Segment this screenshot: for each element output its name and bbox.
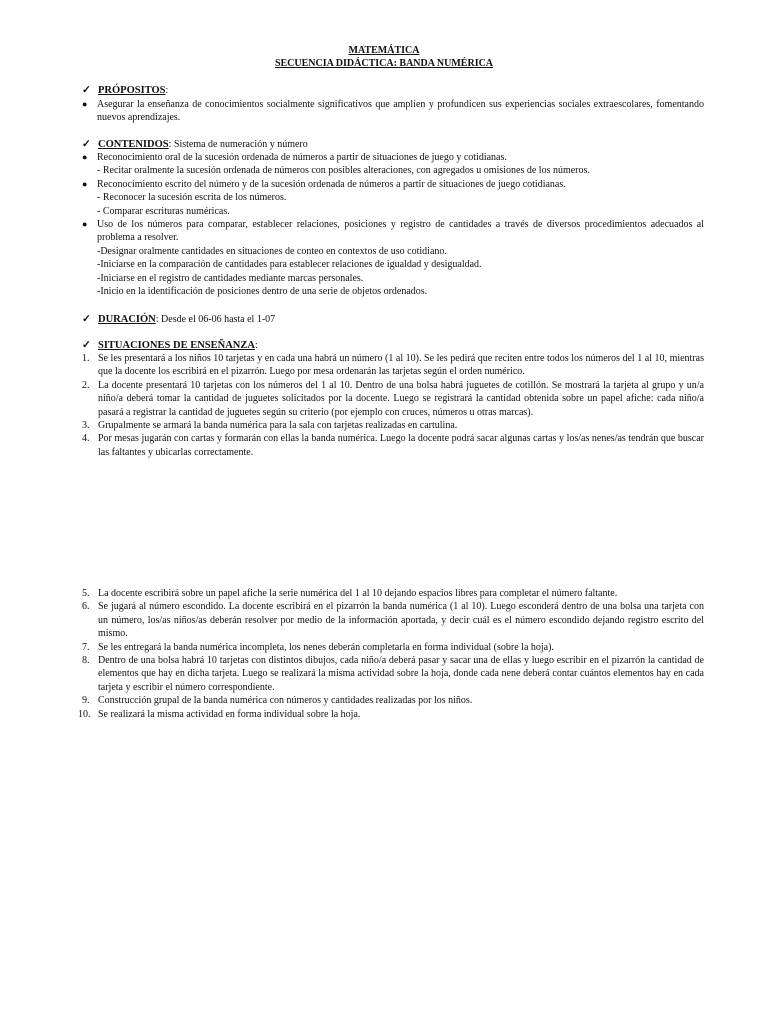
- list-number: 8.: [82, 655, 90, 667]
- bullet-icon: ●: [82, 99, 88, 109]
- list-item-text: Se jugará al número escondido. La docente escribirá en el pizarrón la banda numérica (1 al 10). Luego esconderá dentro de una bolsa una tarjeta con un número, los/as niños/as deberán resolver por medio de la información aportada, y decir cuál es el número escondido dejando registro escrito del mismo.: [98, 601, 704, 640]
- check-icon: ✓: [82, 314, 91, 325]
- list-item: [82, 352, 704, 379]
- list-item-text: Se realizará la misma actividad en forma individual sobre la hoja.: [98, 708, 361, 720]
- list-item-text: Se les presentará a los niños 10 tarjetas y en cada una habrá un número (1 al 10). Se les pedirá que reciten entre todos los números del 1 al 10, mientras que la docente los escribirá en el pizarrón. Luego por mesa ordenarán las tarjetas según el orden numérico.: [98, 353, 704, 378]
- situaciones-list-a: [82, 352, 704, 459]
- list-item-text: -Iniciarse en el registro de cantidades mediante marcas personales.: [97, 272, 364, 284]
- list-item: [82, 379, 704, 419]
- list-item: [82, 600, 704, 640]
- list-item: [82, 245, 704, 258]
- list-item-text: -Iniciarse en la comparación de cantidades para establecer relaciones de igualdad y desigualdad.: [97, 259, 482, 271]
- list-number: 6.: [82, 601, 90, 613]
- list-item: [82, 218, 704, 245]
- list-item-text: Por mesas jugarán con cartas y formarán con ellas la banda numérica. Luego la docente podrá sacar algunas cartas y los/as nenes/as tendrán que buscar las faltantes y ubicarlas correctamente.: [98, 433, 704, 458]
- contenidos-heading: ✓ CONTENIDOS: Sistema de numeración y número: [82, 139, 308, 150]
- list-item: [82, 641, 704, 654]
- bullet-icon: ●: [82, 152, 88, 162]
- list-item: [82, 191, 704, 204]
- list-number: 2.: [82, 379, 90, 391]
- list-item: [82, 694, 704, 707]
- list-item-text: -Designar oralmente cantidades en situaciones de conteo en contextos de uso cotidiano.: [97, 245, 447, 257]
- situaciones-label: SITUACIONES DE ENSEÑANZA: [98, 340, 255, 351]
- list-item-text: Reconocimiento oral de la sucesión ordenada de números a partir de situaciones de juego y cotidianas.: [97, 152, 507, 163]
- list-item: [82, 178, 704, 191]
- list-item: [82, 432, 704, 459]
- list-number: 5.: [82, 588, 90, 599]
- list-number: 7.: [82, 641, 90, 653]
- situaciones-heading: ✓ SITUACIONES DE ENSEÑANZA:: [82, 340, 258, 351]
- list-item-text: Construcción grupal de la banda numérica con números y cantidades realizadas por los niños.: [98, 695, 473, 707]
- list-item: [82, 151, 704, 164]
- check-icon: ✓: [82, 139, 91, 150]
- list-item-text: Dentro de una bolsa habrá 10 tarjetas con distintos dibujos, cada niño/a deberá pasar y sacar una de ellas y luego escribir en el pizarrón la cantidad de elementos que hay en dicha tarjeta. Luego se realizará la misma actividad sobre la hoja, donde cada nene deberá contar cuántos elementos hay en cada tarjeta y escribir el número correspondiente.: [98, 655, 704, 693]
- list-number: 4.: [82, 433, 90, 445]
- list-item-text: La docente escribirá sobre un papel afiche la serie numérica del 1 al 10 dejando espacios libres para completar el número faltante.: [98, 588, 618, 599]
- list-item-text: - Recitar oralmente la sucesión ordenada de números con posibles alteraciones, con agregados u omisiones de los números.: [97, 165, 590, 177]
- contenidos-list: [82, 151, 704, 298]
- list-item-text: - Reconocer la sucesión escrita de los números.: [97, 192, 287, 204]
- list-item: [82, 164, 704, 177]
- list-item-text: La docente presentará 10 tarjetas con los números del 1 al 10. Dentro de una bolsa habrá juguetes de cotillón. Se mostrará la tarjeta al grupo y un/a niño/a deberá tomar la cantidad de juguetes solicitados por la docente. Luego se registrará la cantidad obtenida sobre un papel afiche: cada niño/a pasará a registrar la cantidad de juguetes según su criterio (por ejemplo con cruces, números u otras marcas).: [98, 379, 704, 418]
- bullet-icon: ●: [82, 219, 88, 230]
- list-number: 3.: [82, 420, 90, 432]
- list-item-text: Se les entregará la banda numérica incompleta, los nenes deberán completarla en forma individual (sobre la hoja).: [98, 641, 554, 653]
- document-title: MATEMÁTICA: [348, 45, 420, 56]
- bullet-icon: ●: [82, 178, 88, 189]
- check-icon: ✓: [82, 85, 91, 96]
- list-item: [82, 419, 704, 432]
- situaciones-list-b: [78, 587, 704, 721]
- propositos-label: PRÓPOSITOS: [98, 85, 166, 96]
- propositos-heading: ✓ PRÓPOSITOS:: [82, 85, 169, 96]
- list-item: [82, 285, 704, 298]
- duracion-label: DURACIÓN: [98, 314, 156, 325]
- contenidos-label: CONTENIDOS: [98, 139, 169, 150]
- list-item: [82, 587, 704, 600]
- list-item-text: -Inicio en la identificación de posiciones dentro de una serie de objetos ordenados.: [97, 286, 428, 298]
- list-item-text: - Comparar escrituras numéricas.: [97, 205, 230, 217]
- list-item-text: Reconocimiento escrito del número y de la sucesión ordenada de números a partir de situaciones de juego cotidianas.: [97, 178, 566, 190]
- propositos-list: [82, 98, 704, 125]
- list-item: [82, 654, 704, 694]
- list-number: 10.: [78, 708, 91, 720]
- check-icon: ✓: [82, 340, 91, 351]
- list-item: [82, 258, 704, 271]
- list-item: [82, 272, 704, 285]
- document-subtitle: SECUENCIA DIDÁCTICA: BANDA NUMÉRICA: [274, 58, 494, 69]
- list-number: 1.: [82, 353, 90, 364]
- list-item: [78, 708, 704, 721]
- list-item-text: Uso de los números para comparar, establecer relaciones, posiciones y registro de cantidades a través de diversos procedimientos adecuados al problema a resolver.: [97, 219, 704, 244]
- list-item: ● Asegurar la enseñanza de conocimientos socialmente significativos que amplíen y profundicen sus experiencias sociales extraescolares, fomentando nuevos aprendizajes.: [82, 99, 704, 124]
- list-item: [82, 205, 704, 218]
- list-number: 9.: [82, 695, 90, 707]
- list-item-text: Grupalmente se armará la banda numérica para la sala con tarjetas realizadas en cartulina.: [98, 420, 458, 432]
- duracion-heading: ✓ DURACIÓN: Desde el 06-06 hasta el 1-07: [82, 314, 276, 325]
